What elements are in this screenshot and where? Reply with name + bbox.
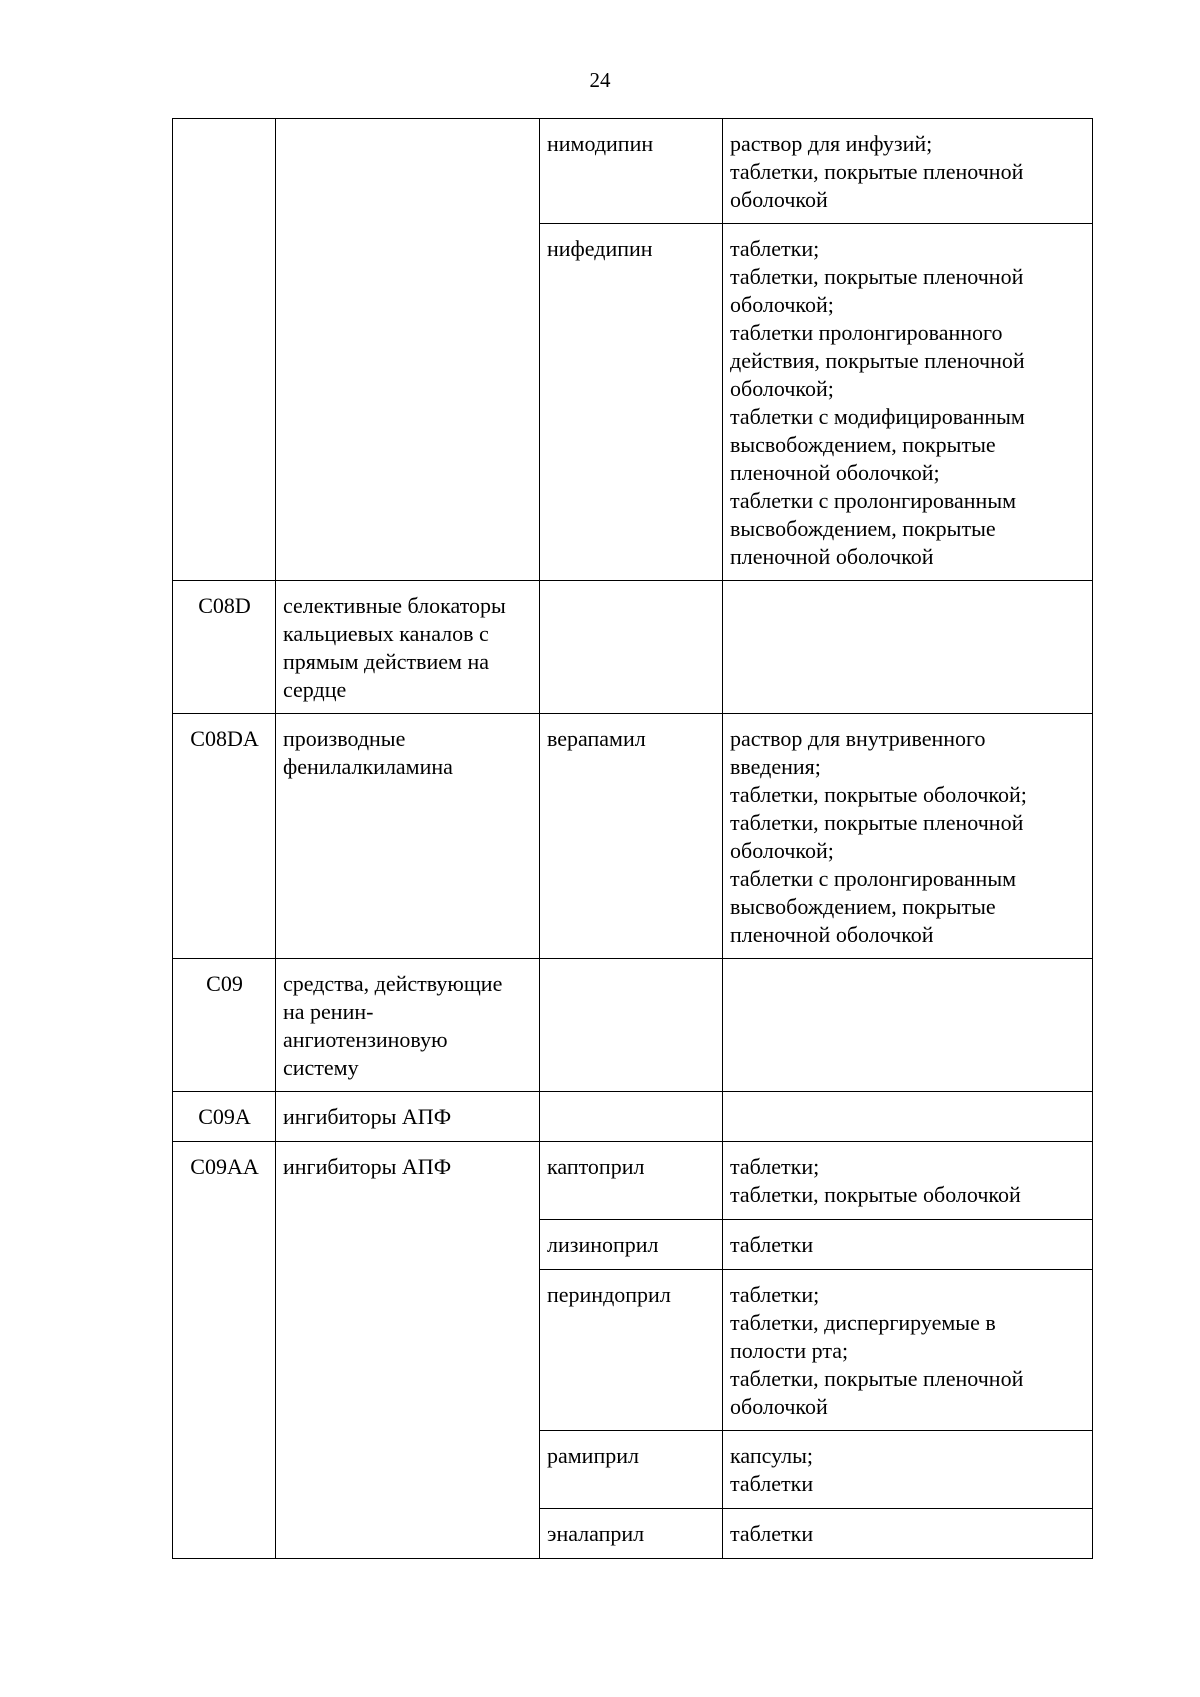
atc-code-cell xyxy=(173,119,276,581)
group-line: ингибиторы АПФ xyxy=(283,1104,452,1129)
group-line: на ренин- xyxy=(283,999,374,1024)
dosage-form-line: раствор для инфузий; xyxy=(730,131,933,156)
inn-name: эналаприл xyxy=(547,1521,645,1546)
table-row xyxy=(173,1142,1093,1220)
inn-cell xyxy=(540,1220,723,1270)
dosage-form-line: оболочкой; xyxy=(730,376,834,401)
dosage-form-cell xyxy=(723,1092,1093,1142)
inn-cell xyxy=(540,714,723,959)
group-line: ангиотензиновую xyxy=(283,1027,448,1052)
dosage-form-line: пленочной оболочкой; xyxy=(730,460,940,485)
group-cell xyxy=(276,1142,540,1559)
group-cell xyxy=(276,1092,540,1142)
group-line: систему xyxy=(283,1055,359,1080)
group-line: фенилалкиламина xyxy=(283,754,453,779)
dosage-form-line: полости рта; xyxy=(730,1338,849,1363)
inn-cell xyxy=(540,1092,723,1142)
dosage-form-line: высвобождением, покрытые xyxy=(730,432,996,457)
inn-name: нимодипин xyxy=(547,131,654,156)
dosage-form-cell xyxy=(723,1220,1093,1270)
inn-cell xyxy=(540,224,723,581)
table-row xyxy=(173,959,1093,1092)
dosage-form-line: таблетки, покрытые пленочной xyxy=(730,159,1024,184)
group-line: средства, действующие xyxy=(283,971,503,996)
group-cell xyxy=(276,119,540,581)
group-cell xyxy=(276,714,540,959)
dosage-form-cell xyxy=(723,1509,1093,1559)
group-cell xyxy=(276,581,540,714)
page-number: 24 xyxy=(589,68,611,92)
dosage-form-line: пленочной оболочкой xyxy=(730,922,934,947)
table-row xyxy=(173,119,1093,224)
dosage-form-cell xyxy=(723,1142,1093,1220)
dosage-form-line: таблетки, покрытые пленочной xyxy=(730,1366,1024,1391)
dosage-form-line: введения; xyxy=(730,754,821,779)
inn-cell xyxy=(540,581,723,714)
dosage-form-line: высвобождением, покрытые xyxy=(730,894,996,919)
dosage-form-line: таблетки, покрытые оболочкой xyxy=(730,1182,1021,1207)
dosage-form-line: высвобождением, покрытые xyxy=(730,516,996,541)
dosage-form-line: таблетки с модифицированным xyxy=(730,404,1025,429)
inn-cell xyxy=(540,1142,723,1220)
atc-code-cell: C08D xyxy=(173,581,276,714)
group-line: прямым действием на xyxy=(283,649,490,674)
dosage-form-cell xyxy=(723,1431,1093,1509)
inn-cell xyxy=(540,119,723,224)
table-row xyxy=(173,714,1093,959)
dosage-form-line: таблетки с пролонгированным xyxy=(730,866,1017,891)
dosage-form-line: таблетки, диспергируемые в xyxy=(730,1310,996,1335)
dosage-form-line: пленочной оболочкой xyxy=(730,544,934,569)
table-row xyxy=(173,581,1093,714)
dosage-form-line: таблетки xyxy=(730,1471,814,1496)
inn-name: верапамил xyxy=(547,726,646,751)
drug-table xyxy=(172,118,1093,1559)
inn-name: каптоприл xyxy=(547,1154,645,1179)
dosage-form-line: таблетки с пролонгированным xyxy=(730,488,1017,513)
group-line: кальциевых каналов с xyxy=(283,621,489,646)
atc-code-cell: C09A xyxy=(173,1092,276,1142)
dosage-form-line: раствор для внутривенного xyxy=(730,726,986,751)
group-line: производные xyxy=(283,726,406,751)
dosage-form-line: оболочкой xyxy=(730,187,828,212)
dosage-form-line: действия, покрытые пленочной xyxy=(730,348,1025,373)
inn-cell xyxy=(540,1270,723,1431)
dosage-form-cell xyxy=(723,119,1093,224)
dosage-form-line: таблетки; xyxy=(730,236,820,261)
inn-cell xyxy=(540,959,723,1092)
atc-code-cell: C09AA xyxy=(173,1142,276,1559)
atc-code-cell: C08DA xyxy=(173,714,276,959)
dosage-form-line: оболочкой; xyxy=(730,838,834,863)
inn-cell xyxy=(540,1431,723,1509)
dosage-form-cell xyxy=(723,1270,1093,1431)
inn-name: лизиноприл xyxy=(547,1232,659,1257)
dosage-form-line: таблетки; xyxy=(730,1154,820,1179)
table-row xyxy=(173,1092,1093,1142)
inn-name: рамиприл xyxy=(547,1443,639,1468)
dosage-form-line: таблетки xyxy=(730,1232,814,1257)
dosage-form-line: таблетки, покрытые пленочной xyxy=(730,264,1024,289)
dosage-form-line: таблетки; xyxy=(730,1282,820,1307)
dosage-form-line: таблетки пролонгированного xyxy=(730,320,1003,345)
group-cell xyxy=(276,959,540,1092)
dosage-form-cell xyxy=(723,959,1093,1092)
group-line: селективные блокаторы xyxy=(283,593,506,618)
dosage-form-cell xyxy=(723,581,1093,714)
group-line: ингибиторы АПФ xyxy=(283,1154,452,1179)
inn-name: нифедипин xyxy=(547,236,653,261)
dosage-form-cell xyxy=(723,224,1093,581)
inn-cell xyxy=(540,1509,723,1559)
dosage-form-line: таблетки, покрытые пленочной xyxy=(730,810,1024,835)
dosage-form-line: таблетки, покрытые оболочкой; xyxy=(730,782,1027,807)
dosage-form-line: оболочкой xyxy=(730,1394,828,1419)
atc-code-cell: C09 xyxy=(173,959,276,1092)
dosage-form-cell xyxy=(723,714,1093,959)
inn-name: периндоприл xyxy=(547,1282,671,1307)
group-line: сердце xyxy=(283,677,347,702)
dosage-form-line: оболочкой; xyxy=(730,292,834,317)
dosage-form-line: таблетки xyxy=(730,1521,814,1546)
dosage-form-line: капсулы; xyxy=(730,1443,813,1468)
